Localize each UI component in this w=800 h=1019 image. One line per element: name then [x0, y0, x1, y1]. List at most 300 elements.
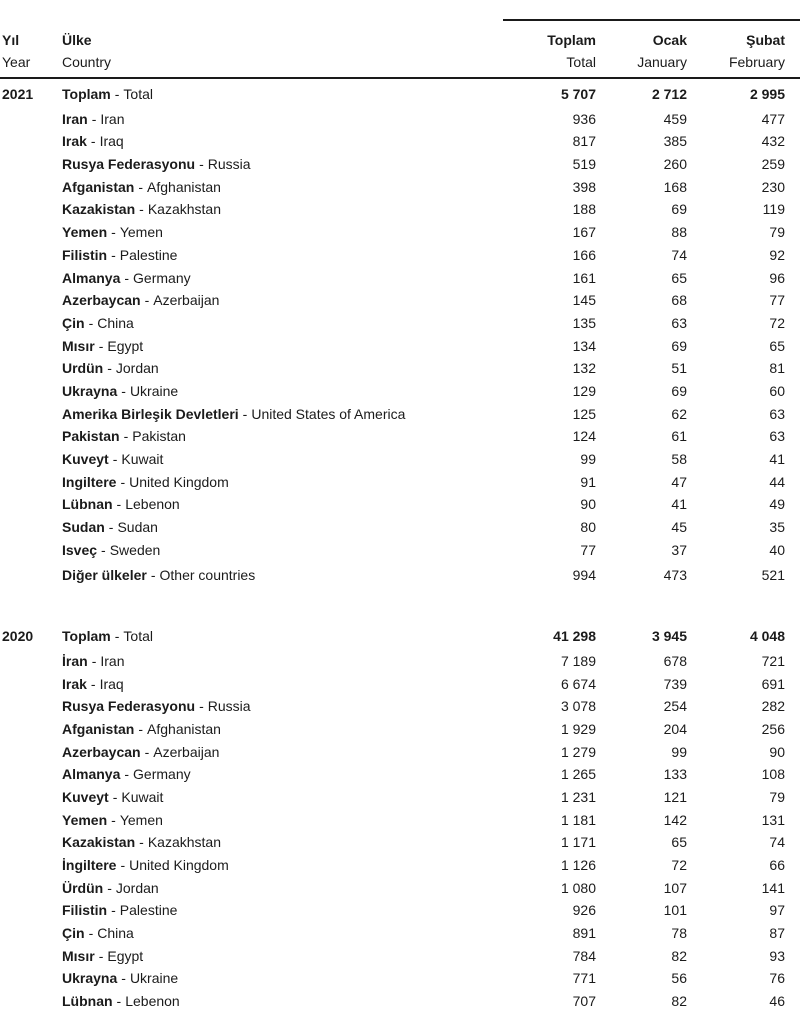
total-value: 1 126 — [560, 857, 596, 873]
january-value-cell — [596, 945, 687, 968]
year-cell — [2, 673, 62, 696]
february-value-cell — [687, 244, 785, 267]
country-name-en: Afghanistan — [147, 178, 221, 195]
total-value: 91 — [580, 473, 596, 490]
february-value: 4 048 — [749, 628, 785, 645]
total-value: 167 — [572, 224, 596, 241]
year-cell — [2, 967, 62, 990]
country-name-tr: Sudan — [62, 519, 105, 536]
february-value: 256 — [761, 720, 785, 737]
february-value-cell — [687, 990, 785, 1013]
february-value-cell — [687, 673, 785, 696]
country-name-separator: - — [121, 382, 126, 399]
country-cell — [62, 267, 496, 290]
country-name-tr: Kuveyt — [62, 451, 109, 467]
country-name-separator: - — [124, 269, 130, 286]
country-name-en: Pakistan — [132, 428, 186, 445]
january-value-cell — [596, 425, 687, 448]
country-name-separator: - — [120, 857, 126, 873]
year-cell — [2, 83, 62, 106]
year-cell — [2, 244, 62, 267]
country-cell — [62, 718, 496, 741]
country-cell — [62, 877, 496, 900]
country-cell — [62, 312, 496, 335]
country-name-tr: Afganistan — [62, 720, 135, 737]
country-name-tr: Almanya — [62, 766, 121, 783]
january-value: 260 — [663, 156, 687, 173]
country-cell — [62, 741, 496, 764]
country-name-separator: - — [90, 675, 96, 692]
february-value-cell — [687, 763, 785, 786]
total-value-cell — [496, 244, 596, 267]
total-value-cell — [496, 335, 596, 358]
february-value-cell — [687, 493, 785, 516]
table-row — [0, 448, 800, 471]
country-name-tr: Ingiltere — [62, 473, 117, 490]
country-name-en: United Kingdom — [129, 473, 229, 490]
february-value: 97 — [769, 902, 785, 919]
total-value: 1 181 — [560, 811, 596, 828]
january-value-cell — [596, 741, 687, 764]
header-february-tr: Şubat — [746, 32, 785, 48]
year-cell — [2, 108, 62, 131]
february-value: 259 — [761, 156, 785, 173]
february-value-cell — [687, 877, 785, 900]
january-value-cell — [596, 763, 687, 786]
january-value-cell — [596, 625, 687, 648]
country-name-separator: - — [138, 720, 144, 737]
country-name-en: Kazakhstan — [147, 834, 221, 851]
country-name-en: Palestine — [119, 902, 178, 919]
february-value-cell — [687, 153, 785, 176]
february-value: 691 — [761, 675, 785, 692]
total-value-cell — [496, 471, 596, 494]
year-cell — [2, 493, 62, 516]
country-name-en: Kazakhstan — [147, 201, 221, 218]
country-name-en: Sweden — [109, 541, 161, 558]
table-body — [0, 83, 800, 1013]
total-value-cell — [496, 357, 596, 380]
country-name-separator: - — [88, 314, 94, 331]
country-name-separator: - — [199, 156, 204, 173]
country-name-en: Kuwait — [121, 788, 164, 805]
table-row — [0, 718, 800, 741]
table-row — [0, 539, 800, 562]
country-name-tr: Afganistan — [62, 178, 135, 195]
country-name-tr: İngiltere — [62, 857, 117, 873]
table-row — [0, 650, 800, 673]
february-value: 521 — [761, 567, 785, 584]
country-rows — [0, 650, 800, 1013]
january-value: 82 — [671, 993, 687, 1010]
january-value-cell — [596, 967, 687, 990]
january-value: 459 — [663, 110, 687, 127]
table-row — [0, 922, 800, 945]
january-value: 51 — [671, 360, 687, 377]
total-value-cell — [496, 448, 596, 471]
total-value-cell — [496, 403, 596, 426]
january-value: 69 — [671, 201, 687, 218]
table-row — [0, 380, 800, 403]
country-name-separator: - — [199, 698, 204, 715]
february-value: 63 — [769, 428, 785, 445]
january-value: 61 — [671, 428, 687, 445]
country-cell — [62, 244, 496, 267]
february-value: 66 — [769, 857, 785, 873]
february-value-cell — [687, 922, 785, 945]
country-name-tr: Kuveyt — [62, 788, 109, 805]
country-cell — [62, 153, 496, 176]
country-name-separator: - — [112, 788, 118, 805]
january-value: 74 — [671, 246, 687, 263]
year-cell — [2, 786, 62, 809]
country-name-separator: - — [101, 541, 106, 558]
total-value: 125 — [572, 405, 596, 422]
country-name-separator: - — [120, 473, 126, 490]
table-row — [0, 403, 800, 426]
country-cell — [62, 899, 496, 922]
country-name-en: Total — [123, 628, 153, 645]
total-value-cell — [496, 967, 596, 990]
country-name-separator: - — [114, 86, 120, 102]
year-cell — [2, 564, 62, 587]
february-value-cell — [687, 289, 785, 312]
year-cell — [2, 335, 62, 358]
year-cell — [2, 695, 62, 718]
country-name-tr: Mısır — [62, 947, 95, 964]
country-name-separator: - — [98, 337, 104, 354]
country-name-tr: Çin — [62, 314, 85, 331]
country-name-tr: Filistin — [62, 902, 108, 919]
country-name-en: China — [97, 314, 134, 331]
february-value: 92 — [769, 246, 785, 263]
january-value-cell — [596, 289, 687, 312]
country-name-separator: - — [144, 743, 150, 760]
february-value-cell — [687, 267, 785, 290]
total-value: 166 — [572, 246, 596, 263]
total-value-cell — [496, 312, 596, 335]
country-cell — [62, 564, 496, 587]
february-value: 79 — [769, 788, 785, 805]
country-name-tr: Pakistan — [62, 428, 120, 445]
january-value: 65 — [671, 269, 687, 286]
table-row — [0, 312, 800, 335]
february-value-cell — [687, 650, 785, 673]
total-value: 519 — [572, 156, 596, 173]
total-value: 1 171 — [560, 834, 596, 851]
country-name-en: Egypt — [107, 947, 144, 964]
january-value-cell — [596, 831, 687, 854]
header-total-column — [496, 29, 596, 73]
year-cell — [2, 471, 62, 494]
total-value: 1 265 — [560, 766, 596, 783]
february-value: 74 — [769, 834, 785, 851]
january-value: 133 — [663, 766, 687, 783]
country-cell — [62, 967, 496, 990]
year-cell — [2, 741, 62, 764]
country-cell — [62, 83, 496, 106]
february-value: 44 — [769, 473, 785, 490]
february-value: 131 — [761, 811, 785, 828]
total-value-cell — [496, 786, 596, 809]
february-value: 76 — [769, 970, 785, 987]
total-value: 926 — [572, 902, 596, 919]
january-value: 37 — [671, 541, 687, 558]
header-year-tr: Yıl — [2, 32, 20, 48]
february-value-cell — [687, 471, 785, 494]
table-header — [0, 29, 800, 73]
header-february-column — [687, 29, 785, 73]
table-row — [0, 673, 800, 696]
year-section — [0, 83, 800, 587]
january-value: 41 — [671, 496, 687, 513]
header-country-tr: Ülke — [62, 32, 92, 48]
table-row — [0, 267, 800, 290]
table-row — [0, 741, 800, 764]
country-name-tr: Irak — [62, 133, 87, 150]
year-cell — [2, 312, 62, 335]
country-name-en: Russia — [207, 698, 251, 715]
country-name-en: Sudan — [117, 519, 158, 536]
country-name-en: Yemen — [119, 224, 163, 241]
country-cell — [62, 493, 496, 516]
january-value: 65 — [671, 834, 687, 851]
january-value: 45 — [671, 519, 687, 536]
table-row — [0, 289, 800, 312]
table-row — [0, 899, 800, 922]
february-value: 72 — [769, 314, 785, 331]
country-name-separator: - — [138, 178, 144, 195]
country-name-tr: Kazakistan — [62, 201, 136, 218]
january-value: 101 — [663, 902, 687, 919]
country-name-en: Afghanistan — [147, 720, 221, 737]
year-label: 2020 — [2, 628, 34, 645]
total-value-cell — [496, 425, 596, 448]
february-value: 2 995 — [749, 86, 785, 102]
january-value-cell — [596, 922, 687, 945]
january-value: 678 — [663, 652, 687, 669]
country-cell — [62, 539, 496, 562]
january-value: 68 — [671, 292, 687, 309]
country-name-en: United States of America — [251, 405, 406, 422]
total-row — [0, 625, 800, 648]
total-value-cell — [496, 176, 596, 199]
january-value-cell — [596, 695, 687, 718]
total-value: 132 — [572, 360, 596, 377]
country-cell — [62, 695, 496, 718]
year-cell — [2, 854, 62, 877]
january-value-cell — [596, 108, 687, 131]
country-name-separator: - — [107, 360, 112, 377]
february-value-cell — [687, 516, 785, 539]
country-cell — [62, 108, 496, 131]
country-name-separator: - — [108, 519, 114, 536]
february-value: 141 — [761, 879, 785, 896]
country-name-en: United Kingdom — [129, 857, 229, 873]
header-january-column — [596, 29, 687, 73]
january-value-cell — [596, 380, 687, 403]
january-value-cell — [596, 335, 687, 358]
country-name-tr: Filistin — [62, 246, 108, 263]
total-value-cell — [496, 854, 596, 877]
total-value-cell — [496, 198, 596, 221]
february-value-cell — [687, 221, 785, 244]
country-name-tr: Toplam — [62, 628, 111, 645]
year-cell — [2, 625, 62, 648]
country-name-en: Germany — [133, 269, 191, 286]
country-name-en: Germany — [133, 766, 191, 783]
country-name-tr: İran — [62, 652, 88, 669]
january-value-cell — [596, 877, 687, 900]
country-name-separator: - — [123, 428, 129, 445]
country-name-en: Total — [123, 86, 153, 102]
total-value: 1 929 — [560, 720, 596, 737]
year-cell — [2, 877, 62, 900]
year-cell — [2, 357, 62, 380]
february-value: 63 — [769, 405, 785, 422]
header-february-en: February — [728, 54, 785, 70]
country-name-separator: - — [121, 970, 126, 987]
total-value-cell — [496, 539, 596, 562]
total-value: 41 298 — [553, 628, 596, 645]
february-value: 282 — [761, 698, 785, 715]
total-value: 80 — [580, 519, 596, 536]
january-value: 69 — [671, 382, 687, 399]
table-row — [0, 831, 800, 854]
january-value: 58 — [671, 451, 687, 467]
table-row — [0, 108, 800, 131]
total-value-cell — [496, 945, 596, 968]
country-name-en: China — [97, 925, 134, 942]
header-total-en: Total — [566, 54, 596, 70]
february-value-cell — [687, 130, 785, 153]
total-value: 398 — [572, 178, 596, 195]
total-value-cell — [496, 650, 596, 673]
total-value-cell — [496, 695, 596, 718]
february-value-cell — [687, 831, 785, 854]
january-value-cell — [596, 539, 687, 562]
country-cell — [62, 786, 496, 809]
february-value-cell — [687, 539, 785, 562]
country-name-tr: Azerbaycan — [62, 743, 141, 760]
table-row — [0, 945, 800, 968]
country-name-en: Iraq — [99, 675, 124, 692]
february-value: 119 — [762, 201, 785, 218]
year-cell — [2, 130, 62, 153]
february-value-cell — [687, 176, 785, 199]
country-cell — [62, 922, 496, 945]
table-row — [0, 221, 800, 244]
january-value: 473 — [663, 567, 687, 584]
january-value: 69 — [671, 337, 687, 354]
january-value-cell — [596, 564, 687, 587]
february-value-cell — [687, 564, 785, 587]
country-name-tr: Almanya — [62, 269, 121, 286]
country-cell — [62, 176, 496, 199]
country-name-separator: - — [90, 133, 96, 150]
february-value: 87 — [769, 925, 785, 942]
january-value: 99 — [671, 743, 687, 760]
total-value-cell — [496, 718, 596, 741]
table-row — [0, 877, 800, 900]
february-value-cell — [687, 786, 785, 809]
total-value: 1 080 — [560, 879, 596, 896]
table-row — [0, 763, 800, 786]
country-cell — [62, 650, 496, 673]
total-value: 161 — [572, 269, 596, 286]
country-name-en: Lebenon — [125, 993, 180, 1010]
year-cell — [2, 425, 62, 448]
country-cell — [62, 221, 496, 244]
total-value: 145 — [572, 292, 596, 309]
country-name-separator: - — [111, 246, 116, 263]
total-value: 129 — [572, 382, 596, 399]
country-rows — [0, 108, 800, 587]
total-value-cell — [496, 267, 596, 290]
numeric-columns-top-rule — [503, 19, 800, 21]
year-cell — [2, 198, 62, 221]
country-name-en: Russia — [207, 156, 251, 173]
year-cell — [2, 718, 62, 741]
february-value: 108 — [761, 766, 785, 783]
country-name-separator: - — [88, 925, 94, 942]
year-cell — [2, 650, 62, 673]
year-label: 2021 — [2, 86, 34, 102]
january-value: 121 — [663, 788, 687, 805]
february-value-cell — [687, 718, 785, 741]
year-cell — [2, 539, 62, 562]
country-name-tr: Lübnan — [62, 993, 113, 1010]
january-value: 254 — [663, 698, 687, 715]
table-row — [0, 198, 800, 221]
year-cell — [2, 448, 62, 471]
february-value-cell — [687, 403, 785, 426]
country-cell — [62, 335, 496, 358]
country-name-separator: - — [114, 628, 120, 645]
total-value-cell — [496, 763, 596, 786]
year-cell — [2, 516, 62, 539]
year-cell — [2, 403, 62, 426]
table-row — [0, 153, 800, 176]
country-name-en: Kuwait — [121, 451, 164, 467]
table-row — [0, 130, 800, 153]
january-value: 88 — [671, 224, 687, 241]
february-value: 432 — [761, 133, 785, 150]
country-name-separator: - — [116, 496, 122, 513]
country-name-tr: Azerbaycan — [62, 292, 141, 309]
february-value: 60 — [769, 382, 785, 399]
country-name-separator: - — [139, 201, 144, 218]
country-name-separator: - — [242, 405, 248, 422]
total-value: 3 078 — [560, 698, 596, 715]
february-value-cell — [687, 945, 785, 968]
total-value: 5 707 — [560, 86, 596, 102]
year-cell — [2, 221, 62, 244]
january-value: 56 — [671, 970, 687, 987]
february-value: 230 — [761, 178, 785, 195]
country-cell — [62, 673, 496, 696]
table-row — [0, 786, 800, 809]
total-value-cell — [496, 922, 596, 945]
january-value-cell — [596, 221, 687, 244]
header-country-column — [62, 29, 496, 73]
total-value: 99 — [580, 451, 596, 467]
february-value-cell — [687, 809, 785, 832]
country-name-separator: - — [139, 834, 144, 851]
january-value: 2 712 — [651, 86, 687, 102]
total-value: 6 674 — [560, 675, 596, 692]
january-value-cell — [596, 516, 687, 539]
